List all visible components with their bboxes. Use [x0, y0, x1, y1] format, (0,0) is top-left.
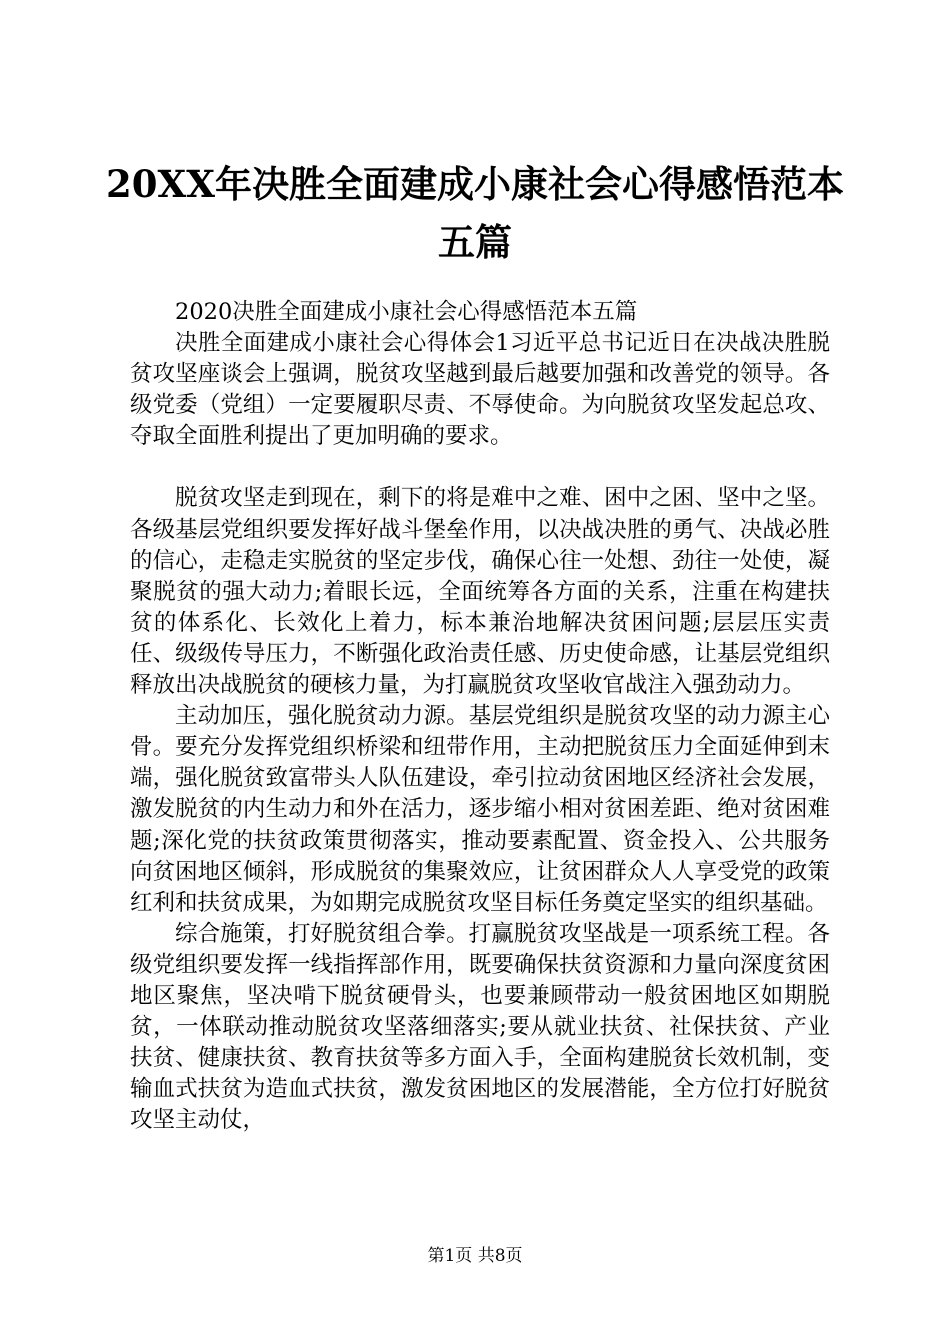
page-footer: 第1页 共8页 — [427, 1246, 523, 1266]
document-subtitle: 2020决胜全面建成小康社会心得感悟范本五篇 — [175, 299, 638, 325]
document-title-line-1: 20XX年决胜全面建成小康社会心得感悟范本 — [106, 162, 844, 206]
paragraph-4: 综合施策，打好脱贫组合拳。打赢脱贫攻坚战是一项系统工程。各级党组织要发挥一线指挥部作用，既要确保扶贫资源和力量向深度贫困地区聚焦，坚决啃下脱贫硬骨头，也要兼顾带动一般贫困地区如期脱贫，一体联动推动脱贫攻坚落细落实;要从就业扶贫、社保扶贫、产业扶贫、健康扶贫、教育扶贫等多方面入手，全面构建脱贫长效机制，变输血式扶贫为造血式扶贫，激发贫困地区的发展潜能，全方位打好脱贫攻坚主动仗， — [130, 920, 830, 1134]
paragraph-1: 决胜全面建成小康社会心得体会1习近平总书记近日在决战决胜脱贫攻坚座谈会上强调，脱贫攻坚越到最后越要加强和改善党的领导。各级党委（党组）一定要履职尽责、不辱使命。为向脱贫攻坚发起总攻、夺取全面胜利提出了更加明确的要求。 — [130, 330, 830, 450]
paragraph-2: 脱贫攻坚走到现在，剩下的将是难中之难、困中之困、坚中之坚。各级基层党组织要发挥好战斗堡垒作用，以决战决胜的勇气、决战必胜的信心，走稳走实脱贫的坚定步伐，确保心往一处想、劲往一处使，凝聚脱贫的强大动力;着眼长远，全面统筹各方面的关系，注重在构建扶贫的体系化、长效化上着力，标本兼治地解决贫困问题;层层压实责任、级级传导压力，不断强化政治责任感、历史使命感，让基层党组织释放出决战脱贫的硬核力量，为打赢脱贫攻坚收官战注入强劲动力。 — [130, 485, 830, 699]
paragraph-3: 主动加压，强化脱贫动力源。基层党组织是脱贫攻坚的动力源主心骨。要充分发挥党组织桥梁和纽带作用，主动把脱贫压力全面延伸到末端，强化脱贫致富带头人队伍建设，牵引拉动贫困地区经济社会发展，激发脱贫的内生动力和外在活力，逐步缩小相对贫困差距、绝对贫困难题;深化党的扶贫政策贯彻落实，推动要素配置、资金投入、公共服务向贫困地区倾斜，形成脱贫的集聚效应，让贫困群众人人享受党的政策红利和扶贫成果，为如期完成脱贫攻坚目标任务奠定坚实的组织基础。 — [130, 703, 830, 916]
document-title-line-2: 五篇 — [438, 220, 512, 264]
document-body — [130, 297, 830, 1136]
